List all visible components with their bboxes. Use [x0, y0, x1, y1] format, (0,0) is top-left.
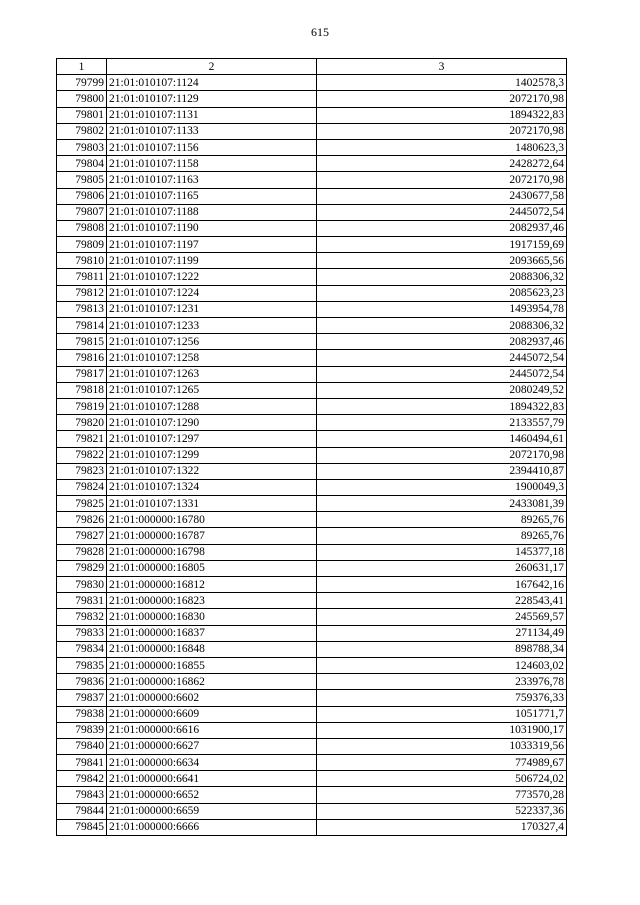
cadastral-value: 2088306,32 — [317, 318, 567, 334]
row-number: 79837 — [57, 690, 107, 706]
cadastral-value: 2433081,39 — [317, 496, 567, 512]
cadastral-value: 228543,41 — [317, 593, 567, 609]
row-number: 79832 — [57, 609, 107, 625]
cadastral-number: 21:01:010107:1299 — [107, 447, 317, 463]
cadastral-number: 21:01:010107:1322 — [107, 463, 317, 479]
table-row — [57, 577, 567, 593]
cadastral-number: 21:01:010107:1131 — [107, 107, 317, 123]
row-number: 79800 — [57, 91, 107, 107]
cadastral-number: 21:01:000000:6641 — [107, 771, 317, 787]
table-row — [57, 415, 567, 431]
row-number: 79833 — [57, 625, 107, 641]
row-number: 79822 — [57, 447, 107, 463]
cadastral-value: 1031900,17 — [317, 722, 567, 738]
header-col-2: 2 — [107, 59, 317, 75]
table-row — [57, 123, 567, 139]
table-row — [57, 285, 567, 301]
cadastral-number: 21:01:010107:1290 — [107, 415, 317, 431]
row-number: 79824 — [57, 479, 107, 495]
row-number: 79816 — [57, 350, 107, 366]
cadastral-number: 21:01:010107:1199 — [107, 253, 317, 269]
cadastral-value: 2445072,54 — [317, 350, 567, 366]
header-col-3: 3 — [317, 59, 567, 75]
cadastral-value: 1917159,69 — [317, 237, 567, 253]
table-row — [57, 172, 567, 188]
cadastral-number: 21:01:000000:16862 — [107, 674, 317, 690]
cadastral-value: 89265,76 — [317, 512, 567, 528]
row-number: 79804 — [57, 156, 107, 172]
table-row — [57, 771, 567, 787]
row-number: 79838 — [57, 706, 107, 722]
row-number: 79806 — [57, 188, 107, 204]
cadastral-number: 21:01:010107:1163 — [107, 172, 317, 188]
cadastral-number: 21:01:000000:6666 — [107, 819, 317, 835]
row-number: 79826 — [57, 512, 107, 528]
row-number: 79845 — [57, 819, 107, 835]
cadastral-value: 2072170,98 — [317, 447, 567, 463]
cadastral-number: 21:01:000000:6602 — [107, 690, 317, 706]
cadastral-number: 21:01:010107:1263 — [107, 366, 317, 382]
cadastral-value: 773570,28 — [317, 787, 567, 803]
row-number: 79802 — [57, 123, 107, 139]
cadastral-number: 21:01:000000:6609 — [107, 706, 317, 722]
cadastral-number: 21:01:010107:1265 — [107, 382, 317, 398]
table-row — [57, 139, 567, 155]
table-row — [57, 787, 567, 803]
row-number: 79819 — [57, 398, 107, 414]
row-number: 79830 — [57, 577, 107, 593]
cadastral-value: 759376,33 — [317, 690, 567, 706]
row-number: 79827 — [57, 528, 107, 544]
row-number: 79803 — [57, 139, 107, 155]
table-row — [57, 722, 567, 738]
table-header-row — [57, 59, 567, 75]
cadastral-number: 21:01:000000:16787 — [107, 528, 317, 544]
cadastral-number: 21:01:000000:6634 — [107, 755, 317, 771]
cadastral-value: 774989,67 — [317, 755, 567, 771]
table-row — [57, 350, 567, 366]
cadastral-number: 21:01:010107:1233 — [107, 318, 317, 334]
cadastral-value: 1480623,3 — [317, 139, 567, 155]
table-row — [57, 188, 567, 204]
cadastral-number: 21:01:010107:1133 — [107, 123, 317, 139]
cadastral-number: 21:01:010107:1324 — [107, 479, 317, 495]
cadastral-value: 898788,34 — [317, 641, 567, 657]
cadastral-value: 2430677,58 — [317, 188, 567, 204]
table-row — [57, 366, 567, 382]
cadastral-number: 21:01:010107:1188 — [107, 204, 317, 220]
table-row — [57, 674, 567, 690]
table-row — [57, 269, 567, 285]
cadastral-value: 2085623,23 — [317, 285, 567, 301]
cadastral-value: 2445072,54 — [317, 204, 567, 220]
cadastral-value: 245569,57 — [317, 609, 567, 625]
table-row — [57, 560, 567, 576]
cadastral-number: 21:01:010107:1224 — [107, 285, 317, 301]
row-number: 79843 — [57, 787, 107, 803]
table-row — [57, 528, 567, 544]
cadastral-number: 21:01:000000:16812 — [107, 577, 317, 593]
cadastral-number: 21:01:000000:16848 — [107, 641, 317, 657]
table-row — [57, 431, 567, 447]
row-number: 79814 — [57, 318, 107, 334]
cadastral-number: 21:01:010107:1165 — [107, 188, 317, 204]
cadastral-number: 21:01:000000:6627 — [107, 738, 317, 754]
cadastral-number: 21:01:010107:1158 — [107, 156, 317, 172]
row-number: 79823 — [57, 463, 107, 479]
cadastral-value: 1033319,56 — [317, 738, 567, 754]
cadastral-number: 21:01:010107:1222 — [107, 269, 317, 285]
row-number: 79844 — [57, 803, 107, 819]
page-number: 615 — [311, 25, 329, 39]
table-row — [57, 496, 567, 512]
cadastral-value: 124603,02 — [317, 657, 567, 673]
cadastral-number: 21:01:010107:1129 — [107, 91, 317, 107]
cadastral-value: 506724,02 — [317, 771, 567, 787]
cadastral-number: 21:01:010107:1156 — [107, 139, 317, 155]
cadastral-number: 21:01:010107:1256 — [107, 334, 317, 350]
row-number: 79839 — [57, 722, 107, 738]
cadastral-number: 21:01:010107:1331 — [107, 496, 317, 512]
row-number: 79829 — [57, 560, 107, 576]
table-row — [57, 107, 567, 123]
row-number: 79815 — [57, 334, 107, 350]
cadastral-value: 271134,49 — [317, 625, 567, 641]
cadastral-value: 1894322,83 — [317, 398, 567, 414]
table-row — [57, 803, 567, 819]
row-number: 79801 — [57, 107, 107, 123]
row-number: 79840 — [57, 738, 107, 754]
cadastral-number: 21:01:010107:1231 — [107, 301, 317, 317]
row-number: 79842 — [57, 771, 107, 787]
row-number: 79825 — [57, 496, 107, 512]
table-row — [57, 447, 567, 463]
cadastral-number: 21:01:000000:16837 — [107, 625, 317, 641]
cadastral-number: 21:01:000000:16830 — [107, 609, 317, 625]
cadastral-value: 2072170,98 — [317, 172, 567, 188]
cadastral-value: 1900049,3 — [317, 479, 567, 495]
cadastral-number: 21:01:000000:6616 — [107, 722, 317, 738]
cadastral-number: 21:01:000000:16780 — [107, 512, 317, 528]
cadastral-value: 260631,17 — [317, 560, 567, 576]
row-number: 79807 — [57, 204, 107, 220]
row-number: 79820 — [57, 415, 107, 431]
table-row — [57, 657, 567, 673]
table-row — [57, 625, 567, 641]
cadastral-value: 2072170,98 — [317, 91, 567, 107]
cadastral-value: 2445072,54 — [317, 366, 567, 382]
cadastral-value: 2072170,98 — [317, 123, 567, 139]
row-number: 79834 — [57, 641, 107, 657]
row-number: 79818 — [57, 382, 107, 398]
cadastral-value: 167642,16 — [317, 577, 567, 593]
table-row — [57, 706, 567, 722]
table-row — [57, 479, 567, 495]
cadastral-number: 21:01:000000:16855 — [107, 657, 317, 673]
row-number: 79817 — [57, 366, 107, 382]
cadastral-number: 21:01:000000:16823 — [107, 593, 317, 609]
table-row — [57, 819, 567, 835]
row-number: 79813 — [57, 301, 107, 317]
row-number: 79835 — [57, 657, 107, 673]
cadastral-value: 2428272,64 — [317, 156, 567, 172]
table-row — [57, 204, 567, 220]
table-row — [57, 334, 567, 350]
table-row — [57, 690, 567, 706]
cadastral-value: 170327,4 — [317, 819, 567, 835]
cadastral-value: 1894322,83 — [317, 107, 567, 123]
cadastral-value: 1493954,78 — [317, 301, 567, 317]
table-row — [57, 544, 567, 560]
row-number: 79811 — [57, 269, 107, 285]
table-row — [57, 318, 567, 334]
cadastral-value: 2082937,46 — [317, 334, 567, 350]
row-number: 79805 — [57, 172, 107, 188]
table-row — [57, 91, 567, 107]
row-number: 79799 — [57, 75, 107, 91]
cadastral-number: 21:01:010107:1124 — [107, 75, 317, 91]
cadastral-value: 89265,76 — [317, 528, 567, 544]
cadastral-value: 233976,78 — [317, 674, 567, 690]
table-body — [57, 75, 567, 836]
table-row — [57, 301, 567, 317]
cadastral-number: 21:01:010107:1197 — [107, 237, 317, 253]
row-number: 79831 — [57, 593, 107, 609]
cadastral-number: 21:01:010107:1288 — [107, 398, 317, 414]
cadastral-value: 1402578,3 — [317, 75, 567, 91]
row-number: 79809 — [57, 237, 107, 253]
cadastral-number: 21:01:000000:6652 — [107, 787, 317, 803]
table-row — [57, 463, 567, 479]
cadastral-value: 522337,36 — [317, 803, 567, 819]
header-col-1: 1 — [57, 59, 107, 75]
cadastral-value: 2394410,87 — [317, 463, 567, 479]
table-row — [57, 382, 567, 398]
table-row — [57, 641, 567, 657]
cadastral-value-table — [56, 58, 567, 836]
cadastral-value: 1460494,61 — [317, 431, 567, 447]
cadastral-number: 21:01:010107:1190 — [107, 220, 317, 236]
table-row — [57, 237, 567, 253]
cadastral-number: 21:01:000000:16805 — [107, 560, 317, 576]
cadastral-value: 2088306,32 — [317, 269, 567, 285]
table-row — [57, 609, 567, 625]
row-number: 79841 — [57, 755, 107, 771]
table-row — [57, 755, 567, 771]
cadastral-number: 21:01:000000:16798 — [107, 544, 317, 560]
row-number: 79821 — [57, 431, 107, 447]
table-row — [57, 593, 567, 609]
row-number: 79836 — [57, 674, 107, 690]
row-number: 79812 — [57, 285, 107, 301]
cadastral-number: 21:01:010107:1258 — [107, 350, 317, 366]
table-row — [57, 398, 567, 414]
table-row — [57, 75, 567, 91]
cadastral-value: 2133557,79 — [317, 415, 567, 431]
table-row — [57, 738, 567, 754]
cadastral-value: 1051771,7 — [317, 706, 567, 722]
table-row — [57, 156, 567, 172]
table-row — [57, 220, 567, 236]
cadastral-value: 2080249,52 — [317, 382, 567, 398]
row-number: 79828 — [57, 544, 107, 560]
cadastral-value: 145377,18 — [317, 544, 567, 560]
cadastral-value: 2082937,46 — [317, 220, 567, 236]
cadastral-number: 21:01:000000:6659 — [107, 803, 317, 819]
cadastral-value: 2093665,56 — [317, 253, 567, 269]
row-number: 79810 — [57, 253, 107, 269]
table-row — [57, 512, 567, 528]
row-number: 79808 — [57, 220, 107, 236]
table-row — [57, 253, 567, 269]
cadastral-number: 21:01:010107:1297 — [107, 431, 317, 447]
